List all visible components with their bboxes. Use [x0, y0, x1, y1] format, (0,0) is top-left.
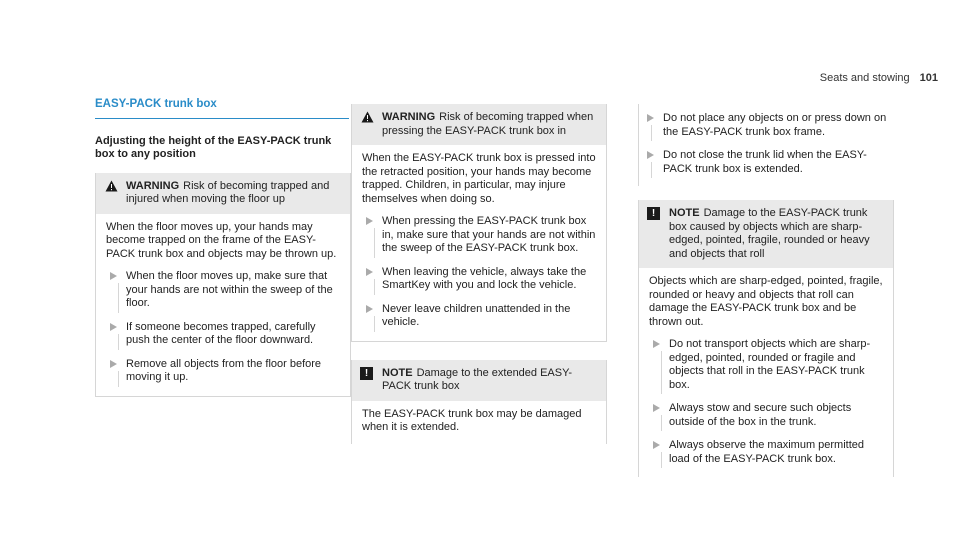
running-header — [820, 72, 938, 86]
list-item: Always stow and secure such objects outside of the box in the trunk. — [649, 402, 883, 429]
step-arrow-icon — [647, 114, 654, 122]
list-item: If someone becomes trapped, carefully push the center of the floor downward. — [106, 321, 340, 348]
step-arrow-icon — [366, 268, 373, 276]
warning-body: When the floor moves up, your hands may become trapped on the frame of the EASY-PACK trunk box and objects may be thrown up. — [106, 220, 337, 260]
section-name: Seats and stowing — [819, 72, 910, 84]
note-body: Objects which are sharp-edged, pointed, fragile, rounded or heavy and objects that roll can damage the EASY-PACK trunk box and be thrown out. — [649, 275, 883, 328]
list-item: Remove all objects from the floor before moving it up. — [106, 358, 340, 385]
list-item: When the floor moves up, make sure that your hands are not within the sweep of the floor. — [106, 270, 340, 311]
list-item: Do not place any objects on or press down on the EASY-PACK trunk box frame. — [639, 112, 894, 139]
note-text: Damage to the EASY-PACK trunk box caused by objects which are sharp-edged, pointed, fragile, rounded or heavy and objects that roll — [669, 207, 870, 260]
note-box — [351, 360, 607, 444]
step-list — [638, 104, 894, 186]
note-label: NOTE — [669, 207, 700, 219]
warning-box — [351, 104, 607, 342]
list-item: Always observe the maximum permitted load of the EASY-PACK trunk box. — [649, 439, 883, 466]
step-arrow-icon — [366, 305, 373, 313]
warning-text: Risk of becoming trapped when pressing the EASY-PACK trunk box in — [382, 111, 594, 137]
step-arrow-icon — [653, 441, 660, 449]
column-3 — [638, 104, 894, 477]
note-box — [638, 200, 894, 477]
list-item: When leaving the vehicle, always take the SmartKey with you and lock the vehicle. — [362, 266, 596, 293]
step-arrow-icon — [653, 340, 660, 348]
list-item: When pressing the EASY-PACK trunk box in, make sure that your hands are not within the sweep of the EASY-PACK trunk box. — [362, 215, 596, 256]
subsection-title: Adjusting the height of the EASY-PACK trunk box to any position — [95, 134, 332, 160]
notice-icon: ! — [647, 207, 660, 220]
note-header — [352, 360, 606, 401]
list-item: Never leave children unattended in the vehicle. — [362, 303, 596, 330]
list-item: Do not close the trunk lid when the EASY-PACK trunk box is extended. — [639, 149, 894, 176]
step-arrow-icon — [110, 323, 117, 331]
section-title: EASY-PACK trunk box — [95, 98, 349, 119]
step-arrow-icon — [110, 272, 117, 280]
page-number: 101 — [919, 72, 938, 84]
note-label: NOTE — [382, 366, 413, 379]
note-body: The EASY-PACK trunk box may be damaged when it is extended. — [362, 407, 582, 433]
list-item: Do not transport objects which are sharp-edged, pointed, rounded or fragile and objects that roll in the EASY-PACK trunk box. — [649, 338, 883, 392]
step-arrow-icon — [110, 360, 117, 368]
column-2 — [351, 104, 607, 444]
warning-header — [96, 173, 350, 214]
step-arrow-icon — [366, 217, 373, 225]
warning-body: When the EASY-PACK trunk box is pressed into the retracted position, your hands may become trapped. Children, in particular, may injure themselves when doing so. — [362, 152, 596, 205]
warning-icon — [105, 180, 118, 192]
step-arrow-icon — [653, 404, 660, 412]
warning-text: Risk of becoming trapped and injured when moving the floor up — [126, 179, 330, 205]
warning-label: WARNING — [126, 179, 180, 192]
warning-box — [95, 173, 351, 397]
warning-icon — [361, 111, 374, 123]
warning-header — [352, 104, 606, 145]
step-arrow-icon — [647, 151, 654, 159]
notice-icon: ! — [360, 367, 373, 380]
note-header — [639, 200, 893, 268]
column-1 — [95, 98, 351, 397]
warning-label: WARNING — [382, 111, 436, 123]
note-text: Damage to the extended EASY-PACK trunk box — [382, 366, 573, 392]
